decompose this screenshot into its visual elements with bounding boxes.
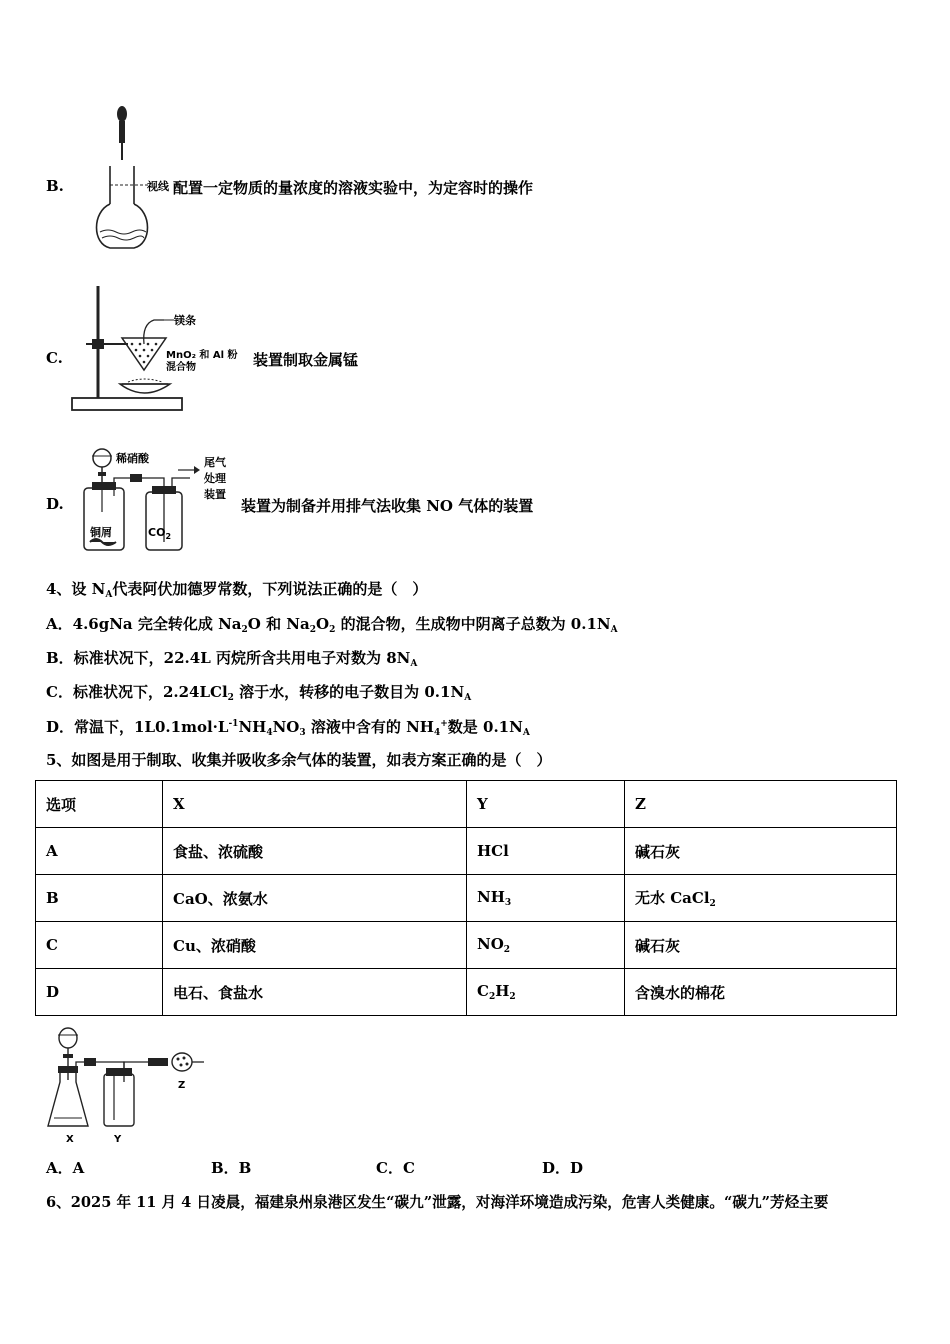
sight-line-label: 视线 — [147, 180, 169, 193]
no-gas-apparatus-figure — [78, 442, 238, 554]
gas-collection-apparatus-figure — [44, 1022, 214, 1146]
bottle-y-label: Y — [114, 1134, 122, 1145]
flask-x-label: X — [66, 1134, 74, 1145]
q6-stem: 6、2025 年 11 月 4 日凌晨，福建泉州泉港区发生“碳九”泄露，对海洋环境造成污染，危害人类健康。“碳九”芳烃主要 — [46, 1194, 829, 1211]
table-cell: 碱石灰 — [625, 828, 897, 875]
co2-label: $CO_2$ — [148, 526, 172, 541]
table-cell: 碱石灰 — [625, 922, 897, 969]
table-row — [36, 969, 897, 1016]
option-d-letter: D. — [46, 495, 64, 513]
q5-table — [35, 780, 897, 1016]
mg-ribbon-label: 镁条 — [174, 314, 196, 327]
mixture-label-2: 混合物 — [166, 362, 196, 373]
tail-gas-label-3: 装置 — [204, 488, 226, 501]
table-cell: C — [36, 922, 163, 969]
table-cell: 含溴水的棉花 — [625, 969, 897, 1016]
table-cell: Cu、浓硝酸 — [163, 922, 467, 969]
q4-option-d: D．常温下，$1L0.1mol\cdot L^{-1}NH_4NO_3$ 溶液中含有的 $NH_4^+$数是 $0.1N_A$ — [46, 718, 530, 738]
table-cell: $C_2H_2$ — [467, 969, 625, 1016]
table-cell: D — [36, 969, 163, 1016]
table-cell: $NH_3$ — [467, 875, 625, 922]
option-c-text: 装置制取金属锰 — [253, 351, 359, 369]
dilute-nitric-acid-label: 稀硝酸 — [116, 452, 149, 465]
option-b-letter: B. — [46, 177, 64, 195]
option-c-letter: C. — [46, 349, 63, 367]
table-cell: 电石、食盐水 — [163, 969, 467, 1016]
header-cell: 选项 — [36, 781, 163, 828]
q4-option-c: C．标准状况下，2.24LCl$_2$ 溶于水，转移的电子数目为 $0.1N_A$ — [46, 683, 472, 703]
table-cell: B — [36, 875, 163, 922]
q5-answer-a[interactable]: A．A — [46, 1159, 85, 1177]
q5-answer-d[interactable]: D．D — [542, 1159, 584, 1177]
header-cell: Y — [467, 781, 625, 828]
header-cell: Z — [625, 781, 897, 828]
table-cell: 食盐、浓硫酸 — [163, 828, 467, 875]
mixture-label-1: MnO₂ 和 Al 粉 — [166, 350, 238, 361]
q5-answer-b[interactable]: B．B — [211, 1159, 252, 1177]
table-cell: $NO_2$ — [467, 922, 625, 969]
tail-gas-label-1: 尾气 — [204, 456, 226, 469]
q4-option-a: A．4.6gNa 完全转化成 $Na_2O$ 和 $Na_2O_2$ 的混合物，生成物中阴离子总数为 $0.1N_A$ — [46, 615, 618, 635]
table-row — [36, 922, 897, 969]
q5-answer-c[interactable]: C．C — [376, 1159, 415, 1177]
table-cell: CaO、浓氨水 — [163, 875, 467, 922]
tube-z-label: Z — [178, 1080, 186, 1091]
volumetric-flask-figure — [90, 104, 180, 254]
option-b-text: 配置一定物质的量浓度的溶液实验中，为定容时的操作 — [173, 179, 534, 197]
table-cell: HCl — [467, 828, 625, 875]
option-d-text: 装置为制备并用排气法收集 NO 气体的装置 — [241, 497, 534, 515]
table-row — [36, 828, 897, 875]
header-cell: X — [163, 781, 467, 828]
tail-gas-label-2: 处理 — [204, 472, 226, 485]
q4-option-b: B．标准状况下，22.4L 丙烷所含共用电子对数为 $8N_A$ — [46, 649, 418, 669]
q5-stem: 5、如图是用于制取、收集并吸收多余气体的装置，如表方案正确的是（ ） — [46, 751, 552, 769]
table-cell: A — [36, 828, 163, 875]
table-row — [36, 875, 897, 922]
copper-shavings-label: 铜屑 — [90, 526, 112, 539]
q4-stem: 4、设 $N_A$代表阿伏加德罗常数，下列说法正确的是（ ） — [46, 580, 428, 600]
thermite-apparatus-figure — [70, 284, 250, 414]
table-cell: 无水 CaCl$_2$ — [625, 875, 897, 922]
table-header-row — [36, 781, 897, 828]
